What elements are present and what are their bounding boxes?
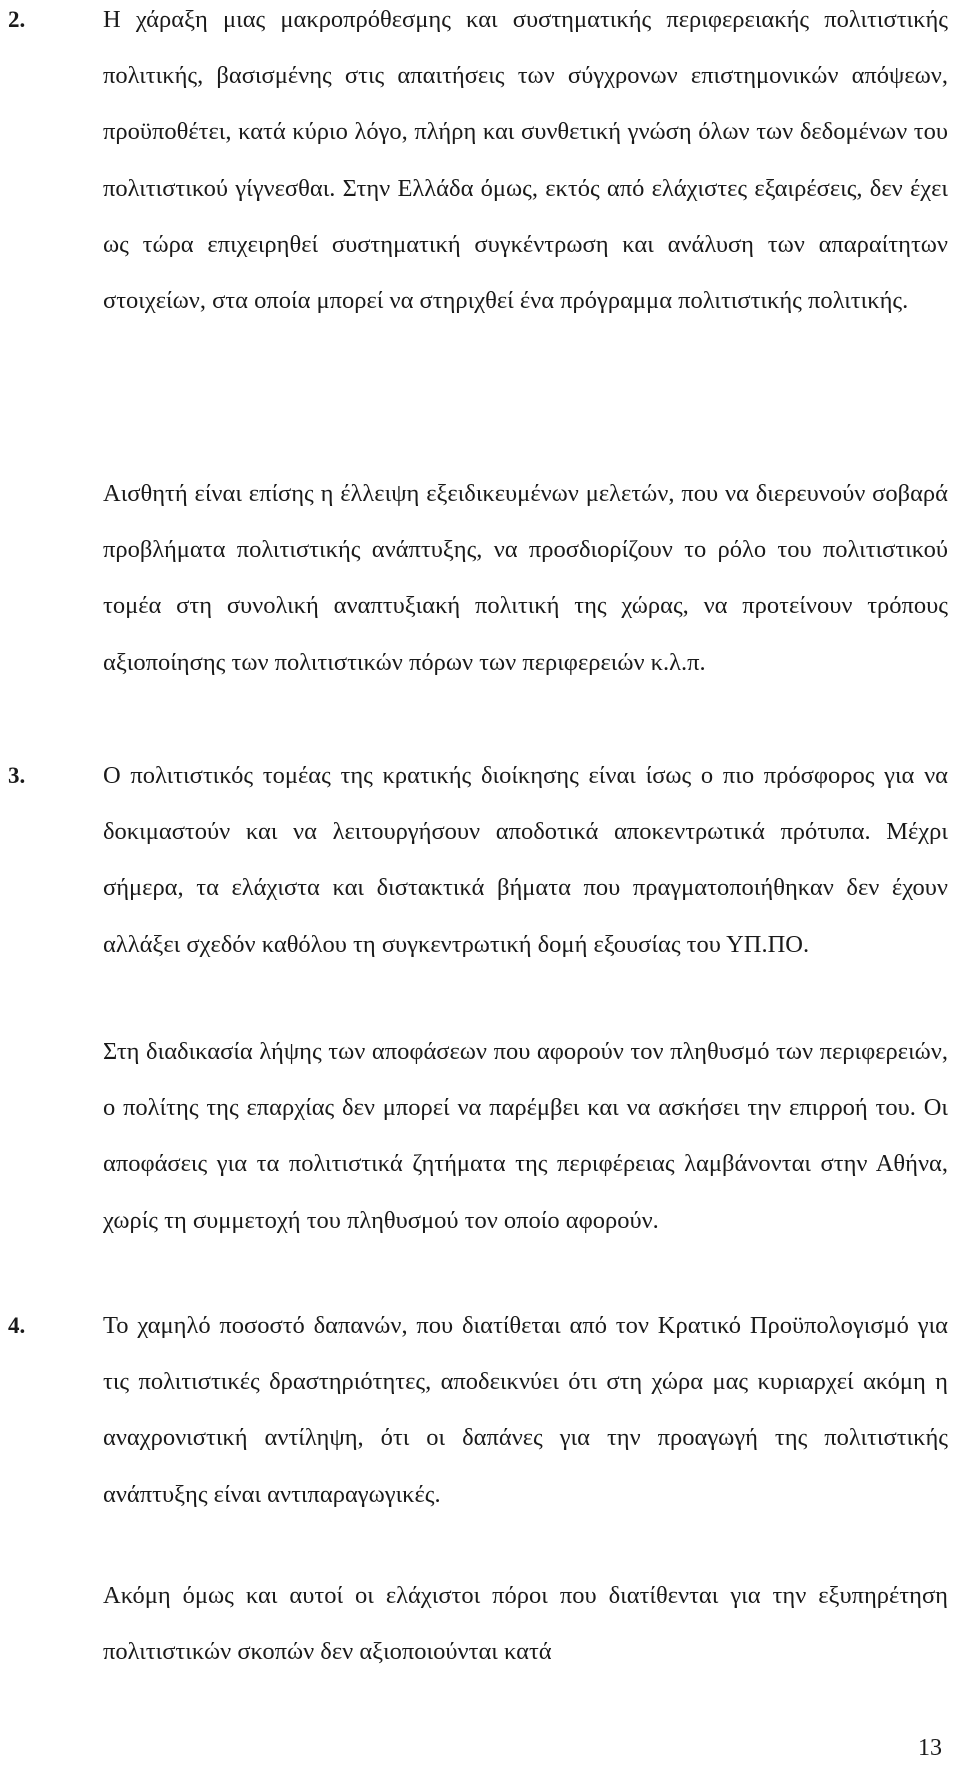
item-number: 4. [8,1313,26,1338]
paragraph: Ο πολιτιστικός τομέας της κρατικής διοίκησης είναι ίσως ο πιο πρόσφορος για να δοκιμαστούν και να λειτουργήσουν αποδοτικά αποκεντρωτικά πρότυπα. Μέχρι σήμερα, τα ελάχιστα και διστακτικά βήματα που πραγματοποιήθηκαν δεν έχουν αλλάξει σχεδόν καθόλου τη συγκεντρωτική δομή εξουσίας του ΥΠ.ΠΟ. [103,762,948,958]
paragraph: Ακόμη όμως και αυτοί οι ελάχιστοι πόροι που διατίθενται για την εξυπηρέτηση πολιτιστικών σκοπών δεν αξιοποιούνται κατά [103,1582,948,1666]
paragraph: Αισθητή είναι επίσης η έλλειψη εξειδικευμένων μελετών, που να διερευνούν σοβαρά προβλήματα πολιτιστικής ανάπτυξης, να προσδιορίζουν το ρόλο του πολιτιστικού τομέα στη συνολική αναπτυξιακή πολιτική της χώρας, να προτείνουν τρόπους αξιοποίησης των πολιτιστικών πόρων των περιφερειών κ.λ.π. [103,480,948,676]
item-number: 2. [8,7,26,32]
paragraph: Η χάραξη μιας μακροπρόθεσμης και συστηματικής περιφερειακής πολιτιστικής πολιτικής, βασισμένης στις απαιτήσεις των σύγχρονων επιστημονικών απόψεων, προϋποθέτει, κατά κύριο λόγο, πλήρη και συνθετική γνώση όλων των δεδομένων του πολιτιστικού γίγνεσθαι. Στην Ελλάδα όμως, εκτός από ελάχιστες εξαιρέσεις, δεν έχει ως τώρα επιχειρηθεί συστηματική συγκέντρωση και ανάλυση των απαραίτητων στοιχείων, στα οποία μπορεί να στηριχθεί ένα πρόγραμμα πολιτιστικής πολιτικής. [103,6,948,315]
page-number: 13 [918,1735,942,1761]
paragraph: Το χαμηλό ποσοστό δαπανών, που διατίθεται από τον Κρατικό Προϋπολογισμό για τις πολιτιστικές δραστηριότητες, αποδεικνύει ότι στη χώρα μας κυριαρχεί ακόμη η αναχρονιστική αντίληψη, ότι οι δαπάνες για την προαγωγή της πολιτιστικής ανάπτυξης είναι αντιπαραγωγικές. [103,1312,948,1508]
paragraph: Στη διαδικασία λήψης των αποφάσεων που αφορούν τον πληθυσμό των περιφερειών, ο πολίτης της επαρχίας δεν μπορεί να παρέμβει και να ασκήσει την επιρροή του. Οι αποφάσεις για τα πολιτιστικά ζητήματα της περιφέρειας λαμβάνονται στην Αθήνα, χωρίς τη συμμετοχή του πληθυσμού τον οποίο αφορούν. [103,1038,948,1234]
item-number: 3. [8,763,26,788]
